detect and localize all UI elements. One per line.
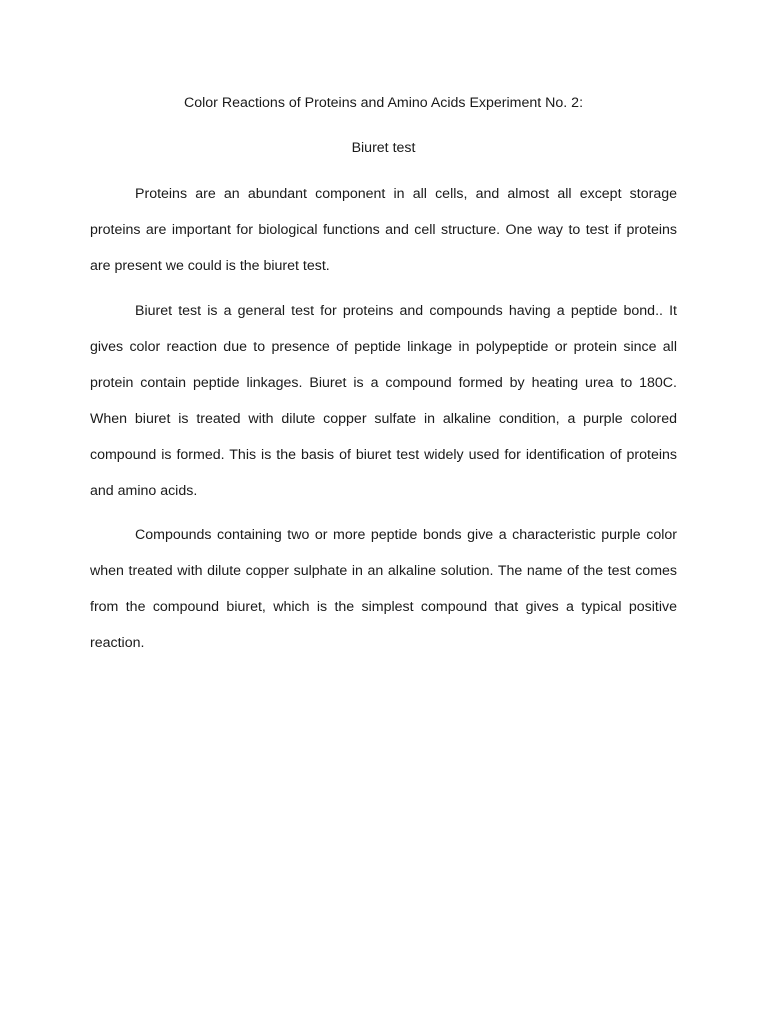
paragraph-peptide-bonds: Compounds containing two or more peptide bonds give a characteristic purple color when treated with dilute copper sulphate in an alkaline solution. The name of the test comes from the compound biuret, which is the simplest compound that gives a typical positive reaction. (90, 527, 677, 651)
document-page (90, 0, 677, 1024)
document-subtitle: Biuret test (351, 140, 416, 156)
paragraph-biuret-description: Biuret test is a general test for proteins and compounds having a peptide bond.. It gives color reaction due to presence of peptide linkage in polypeptide or protein since all protein contain peptide linkages. Biuret is a compound formed by heating urea to 180C. When biuret is treated with dilute copper sulfate in alkaline condition, a purple colored compound is formed. This is the basis of biuret test widely used for identification of proteins and amino acids. (90, 303, 677, 499)
document-title: Color Reactions of Proteins and Amino Acids Experiment No. 2: (183, 95, 584, 111)
paragraph-intro: Proteins are an abundant component in all cells, and almost all except storage proteins are important for biological functions and cell structure. One way to test if proteins are present we could is the biuret test. (90, 186, 677, 274)
